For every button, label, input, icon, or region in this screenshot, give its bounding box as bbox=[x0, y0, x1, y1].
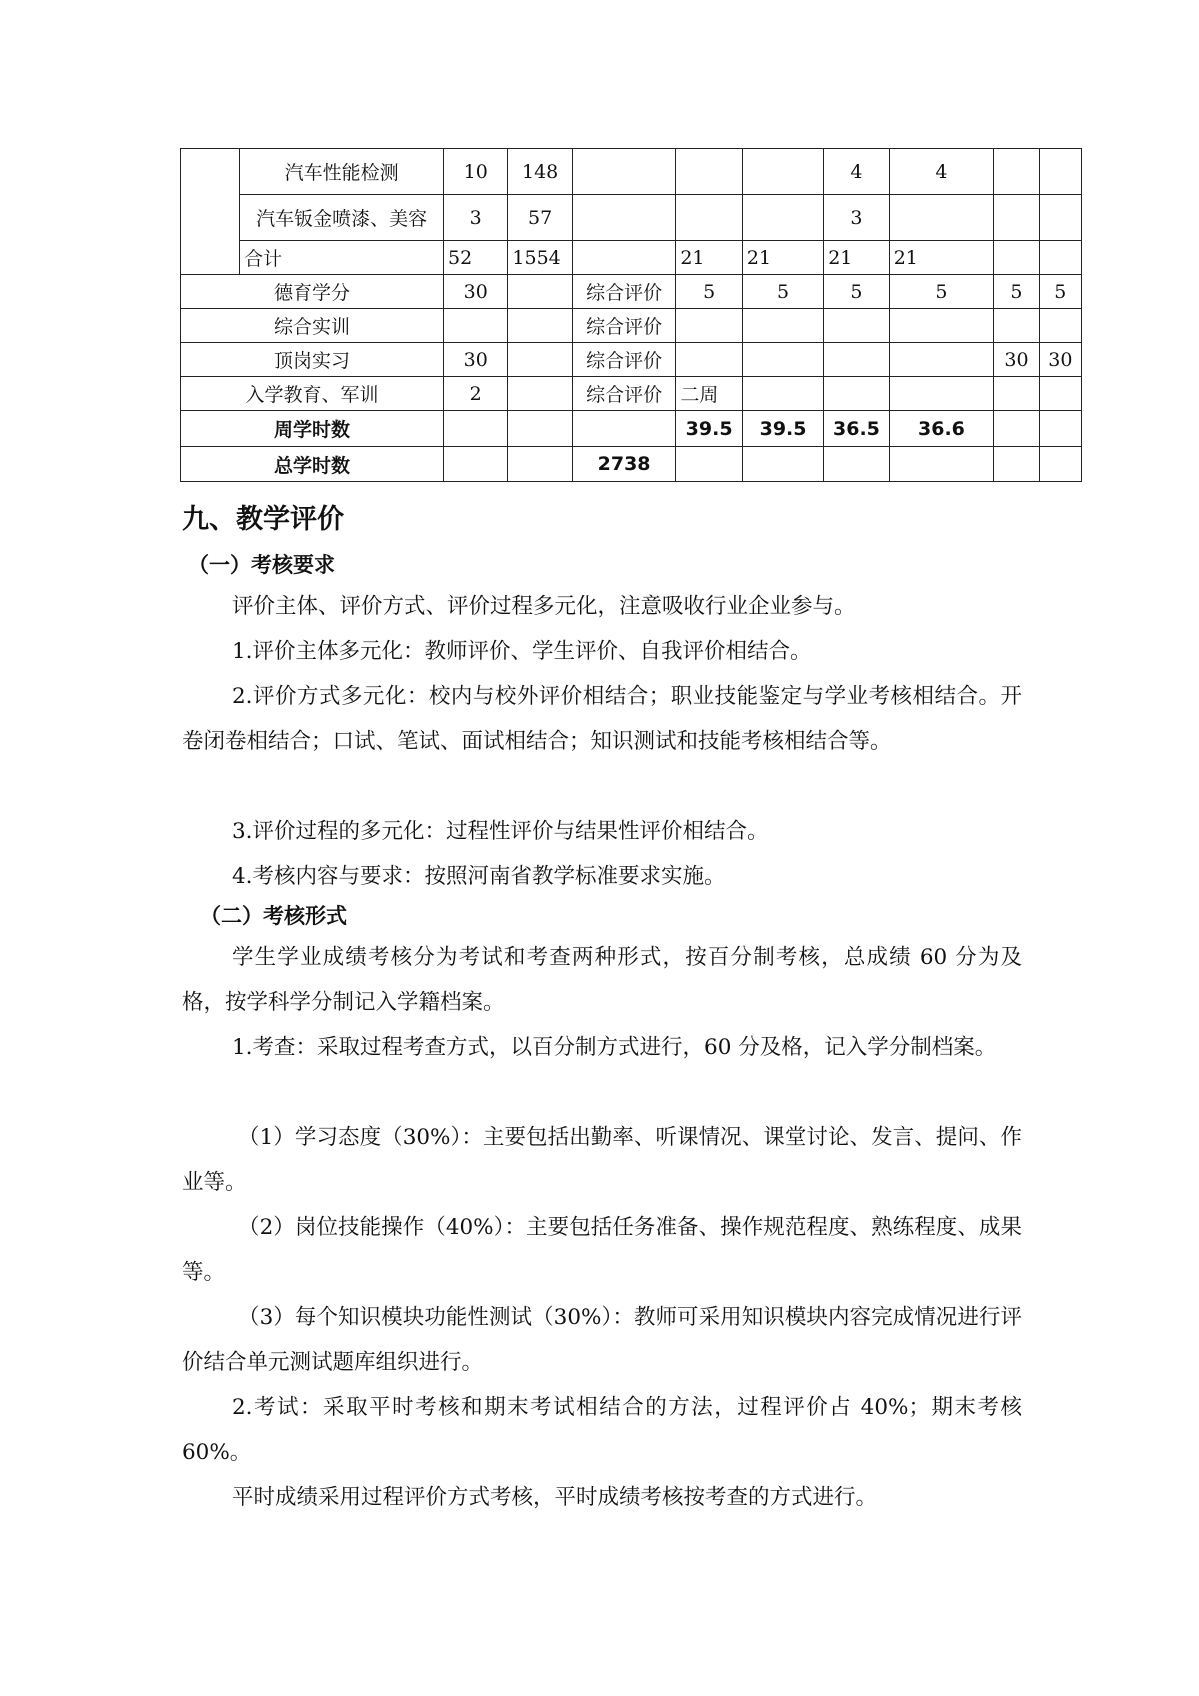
assess-cell: 综合评价 bbox=[572, 377, 676, 411]
semester-cell bbox=[889, 447, 994, 482]
course-name-cell: 汽车钣金喷漆、美容 bbox=[240, 195, 444, 241]
semester-cell bbox=[676, 309, 743, 343]
course-name-cell: 汽车性能检测 bbox=[240, 149, 444, 195]
assess-cell bbox=[572, 195, 676, 241]
credit-cell bbox=[444, 411, 508, 447]
paragraph: 学生学业成绩考核分为考试和考查两种形式，按百分制考核，总成绩 60 分为及格，按学科学分制记入学籍档案。 bbox=[182, 945, 1022, 1015]
paragraph: （2）岗位技能操作（40%）：主要包括任务准备、操作规范程度、熟练程度、成果等。 bbox=[182, 1215, 1022, 1285]
semester-cell bbox=[676, 343, 743, 377]
hours-cell bbox=[508, 377, 572, 411]
semester-cell bbox=[742, 309, 823, 343]
semester-cell: 5 bbox=[994, 275, 1039, 309]
semester-cell bbox=[994, 241, 1039, 275]
semester-cell: 5 bbox=[676, 275, 743, 309]
semester-cell bbox=[676, 447, 743, 482]
semester-cell: 5 bbox=[889, 275, 994, 309]
course-name-cell: 总学时数 bbox=[181, 447, 444, 482]
hours-cell bbox=[508, 447, 572, 482]
table-row bbox=[181, 241, 1082, 275]
semester-cell bbox=[889, 377, 994, 411]
hours-cell bbox=[508, 411, 572, 447]
assess-cell bbox=[572, 411, 676, 447]
semester-cell: 36.6 bbox=[889, 411, 994, 447]
course-name-cell: 合计 bbox=[240, 241, 444, 275]
paragraph: 2.考试：采取平时考核和期末考试相结合的方法，过程评价占 40%；期末考核 60%。 bbox=[182, 1395, 1022, 1465]
semester-cell bbox=[994, 149, 1039, 195]
table-row bbox=[181, 275, 1082, 309]
hours-cell bbox=[508, 309, 572, 343]
hours-cell bbox=[508, 343, 572, 377]
credit-cell: 3 bbox=[444, 195, 508, 241]
table-row bbox=[181, 377, 1082, 411]
semester-cell bbox=[889, 309, 994, 343]
semester-cell bbox=[742, 343, 823, 377]
hours-cell bbox=[508, 275, 572, 309]
paragraph: 4.考核内容与要求：按照河南省教学标准要求实施。 bbox=[232, 864, 726, 889]
table-row bbox=[181, 149, 1082, 195]
semester-cell bbox=[994, 377, 1039, 411]
paragraph: （3）每个知识模块功能性测试（30%）：教师可采用知识模块内容完成情况进行评价结合单元测试题库组织进行。 bbox=[182, 1305, 1022, 1375]
table-row bbox=[181, 343, 1082, 377]
semester-cell: 5 bbox=[824, 275, 889, 309]
paragraph: 1.考查：采取过程考查方式，以百分制方式进行，60 分及格，记入学分制档案。 bbox=[232, 1035, 997, 1060]
merged-category-cell bbox=[181, 149, 240, 275]
semester-cell: 21 bbox=[889, 241, 994, 275]
semester-cell bbox=[1039, 447, 1081, 482]
semester-cell bbox=[742, 195, 823, 241]
paragraph: 平时成绩采用过程评价方式考核，平时成绩考核按考查的方式进行。 bbox=[232, 1485, 878, 1510]
semester-cell bbox=[994, 411, 1039, 447]
semester-cell: 5 bbox=[742, 275, 823, 309]
credit-cell: 2 bbox=[444, 377, 508, 411]
course-name-cell: 顶岗实习 bbox=[181, 343, 444, 377]
paragraph: 1.评价主体多元化：教师评价、学生评价、自我评价相结合。 bbox=[232, 639, 812, 664]
table-row bbox=[181, 309, 1082, 343]
semester-cell: 21 bbox=[742, 241, 823, 275]
paragraph: （1）学习态度（30%）：主要包括出勤率、听课情况、课堂讨论、发言、提问、作业等。 bbox=[182, 1125, 1022, 1195]
course-name-cell: 德育学分 bbox=[181, 275, 444, 309]
credit-cell bbox=[444, 309, 508, 343]
hours-cell: 148 bbox=[508, 149, 572, 195]
total-hours-cell: 2738 bbox=[572, 447, 676, 482]
semester-cell bbox=[742, 377, 823, 411]
credit-cell: 30 bbox=[444, 275, 508, 309]
semester-cell: 39.5 bbox=[676, 411, 743, 447]
hours-cell: 57 bbox=[508, 195, 572, 241]
semester-cell: 21 bbox=[824, 241, 889, 275]
semester-cell bbox=[1039, 149, 1081, 195]
course-name-cell: 入学教育、军训 bbox=[181, 377, 444, 411]
assess-cell bbox=[572, 149, 676, 195]
semester-cell: 二周 bbox=[676, 377, 743, 411]
table-row bbox=[181, 447, 1082, 482]
subsection-heading-forms: （二）考核形式 bbox=[200, 904, 347, 928]
hours-cell: 1554 bbox=[508, 241, 572, 275]
semester-cell bbox=[824, 377, 889, 411]
assess-cell: 综合评价 bbox=[572, 275, 676, 309]
semester-cell bbox=[994, 195, 1039, 241]
subsection-heading-requirements: （一）考核要求 bbox=[188, 553, 335, 577]
assess-cell: 综合评价 bbox=[572, 343, 676, 377]
semester-cell: 4 bbox=[824, 149, 889, 195]
semester-cell bbox=[889, 343, 994, 377]
semester-cell bbox=[1039, 377, 1081, 411]
semester-cell: 5 bbox=[1039, 275, 1081, 309]
semester-cell bbox=[889, 195, 994, 241]
semester-cell: 39.5 bbox=[742, 411, 823, 447]
semester-cell: 30 bbox=[994, 343, 1039, 377]
semester-cell bbox=[824, 447, 889, 482]
semester-cell bbox=[742, 447, 823, 482]
assess-cell: 综合评价 bbox=[572, 309, 676, 343]
semester-cell bbox=[824, 343, 889, 377]
semester-cell bbox=[1039, 309, 1081, 343]
course-plan-table bbox=[180, 148, 1082, 482]
credit-cell bbox=[444, 447, 508, 482]
table-row bbox=[181, 411, 1082, 447]
semester-cell bbox=[1039, 241, 1081, 275]
semester-cell bbox=[742, 149, 823, 195]
credit-cell: 52 bbox=[444, 241, 508, 275]
paragraph: 3.评价过程的多元化：过程性评价与结果性评价相结合。 bbox=[232, 819, 769, 844]
semester-cell: 3 bbox=[824, 195, 889, 241]
assess-cell bbox=[572, 241, 676, 275]
semester-cell: 21 bbox=[676, 241, 743, 275]
table-row bbox=[181, 195, 1082, 241]
semester-cell: 4 bbox=[889, 149, 994, 195]
semester-cell bbox=[676, 195, 743, 241]
course-name-cell: 周学时数 bbox=[181, 411, 444, 447]
semester-cell: 30 bbox=[1039, 343, 1081, 377]
semester-cell bbox=[994, 309, 1039, 343]
section-heading: 九、教学评价 bbox=[182, 504, 344, 535]
semester-cell bbox=[1039, 195, 1081, 241]
semester-cell bbox=[994, 447, 1039, 482]
course-name-cell: 综合实训 bbox=[181, 309, 444, 343]
semester-cell bbox=[1039, 411, 1081, 447]
credit-cell: 10 bbox=[444, 149, 508, 195]
semester-cell bbox=[676, 149, 743, 195]
credit-cell: 30 bbox=[444, 343, 508, 377]
paragraph: 评价主体、评价方式、评价过程多元化，注意吸收行业企业参与。 bbox=[232, 594, 856, 619]
semester-cell bbox=[824, 309, 889, 343]
paragraph: 2.评价方式多元化：校内与校外评价相结合；职业技能鉴定与学业考核相结合。开卷闭卷相结合；口试、笔试、面试相结合；知识测试和技能考核相结合等。 bbox=[182, 684, 1022, 754]
semester-cell: 36.5 bbox=[824, 411, 889, 447]
